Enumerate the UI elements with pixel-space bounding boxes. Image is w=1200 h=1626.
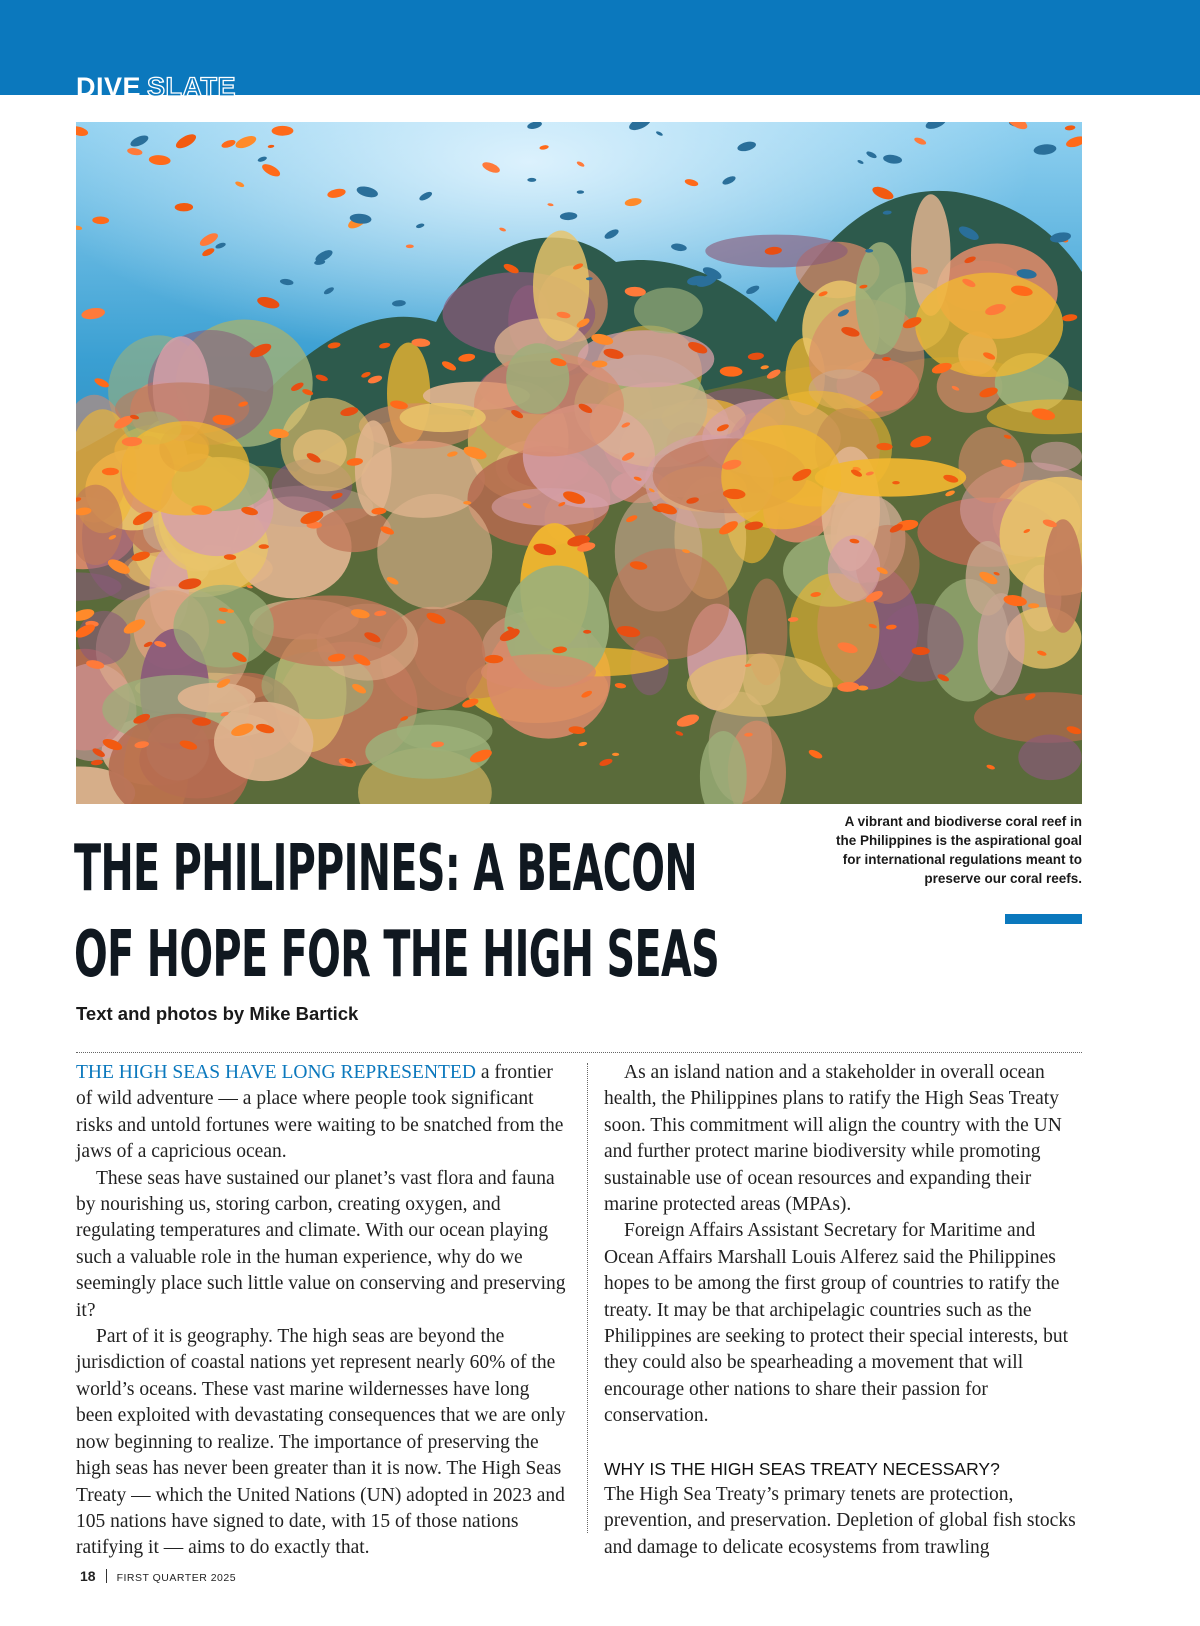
paragraph: These seas have sustained our planet’s vast flora and fauna by nourishing us, storing carbon, creating oxygen, and regulating temperatures and climate. With our ocean playing such a valuable role in the human experience, why do we seemingly place such little value on conserving and preserving it? xyxy=(76,1167,566,1321)
coral-shape xyxy=(377,494,492,609)
coral-shape xyxy=(687,654,833,717)
article-headline xyxy=(74,826,720,998)
paragraph: Foreign Affairs Assistant Secretary for Maritime and Ocean Affairs Marshall Louis Alferez said the Philippines hopes to be among the first group of countries to ratify the treaty. It may be that archipelagic countries such as the Philippines are seeking to protect their special interests, but they could also be spearheading a movement that will encourage other nations to share their passion for conservation. xyxy=(604,1220,1069,1427)
left-column xyxy=(76,1060,566,1562)
coral-shape xyxy=(121,421,249,515)
fish-shape xyxy=(259,544,269,549)
fish-shape xyxy=(102,468,119,476)
coral-shape xyxy=(252,596,407,667)
paragraph xyxy=(76,1060,566,1166)
headline-line-2: OF HOPE FOR THE HIGH SEAS xyxy=(74,918,720,992)
right-column xyxy=(604,1060,1084,1561)
section-label xyxy=(76,72,236,96)
lead-in: THE HIGH SEAS HAVE LONG REPRESENTED xyxy=(76,1062,476,1083)
paragraph: As an island nation and a stakeholder in overall ocean health, the Philippines plans to ratify the High Seas Treaty soon. This commitment will align the country with the UN and further protect marine biodiversity while promoting sustainable use of ocean resources and expanding their marine protected areas (MPAs). xyxy=(604,1062,1062,1216)
coral-shape xyxy=(879,604,963,682)
fish-shape xyxy=(527,178,536,182)
page-footer xyxy=(80,1568,236,1586)
page-number: 18 xyxy=(80,1568,96,1584)
paragraph-text: a frontier of wild adventure — a place where people took significant risks and untold fortunes were waiting to be snatched from the jaws of a capricious ocean. xyxy=(76,1062,564,1163)
fish-shape xyxy=(406,244,414,248)
coral-shape xyxy=(609,548,730,659)
coral-shape xyxy=(1018,735,1081,781)
fish-shape xyxy=(892,481,900,484)
coral-shape xyxy=(214,702,313,781)
fish-shape xyxy=(272,126,294,136)
footer-separator xyxy=(106,1569,107,1583)
coral-shape xyxy=(400,403,486,432)
coral-shape xyxy=(1044,519,1082,633)
byline: Text and photos by Mike Bartick xyxy=(76,1003,359,1024)
issue-label: FIRST QUARTER 2025 xyxy=(116,1572,237,1584)
coral-shape xyxy=(856,242,906,355)
coral-reef-photo xyxy=(76,122,1082,804)
section-subhead: WHY IS THE HIGH SEAS TREATY NECESSARY? xyxy=(604,1458,1000,1479)
coral-shape xyxy=(1031,442,1082,472)
coral-shape xyxy=(173,585,273,668)
section-word-dive: DIVE xyxy=(76,72,142,96)
column-divider xyxy=(587,1063,588,1533)
coral-reef-illustration xyxy=(76,122,1082,804)
paragraph: Part of it is geography. The high seas are beyond the jurisdiction of coastal nations yet represent nearly 60% of the world’s oceans. These vast marine wildernesses have long been exploited with devastating consequences that we are only now beginning to realize. The importance of preserving the high seas has never been greater than it is now. The High Seas Treaty — which the United Nations (UN) adopted in 2023 and 105 nations have signed to date, with 15 of those nations ratifying it — aims to do exactly that. xyxy=(76,1326,566,1559)
coral-shape xyxy=(397,710,493,751)
coral-shape xyxy=(721,425,841,529)
caption-accent-bar xyxy=(1005,914,1082,924)
paragraph: The High Sea Treaty’s primary tenets are protection, prevention, and preservation. Depletion of global fish stocks and damage to delicate ecosystems from trawling xyxy=(604,1483,1076,1558)
section-word-slate: SLATE xyxy=(147,72,237,96)
coral-shape xyxy=(915,273,1063,377)
coral-shape xyxy=(828,535,880,601)
coral-shape xyxy=(506,343,569,414)
photo-caption: A vibrant and biodiverse coral reef in the Philippines is the aspirational goal for international regulations meant to preserve our coral reefs. xyxy=(835,814,1082,886)
headline-line-1: THE PHILIPPINES: A BEACON xyxy=(74,832,697,906)
dotted-rule xyxy=(76,1052,1082,1053)
coral-shape xyxy=(355,420,392,516)
